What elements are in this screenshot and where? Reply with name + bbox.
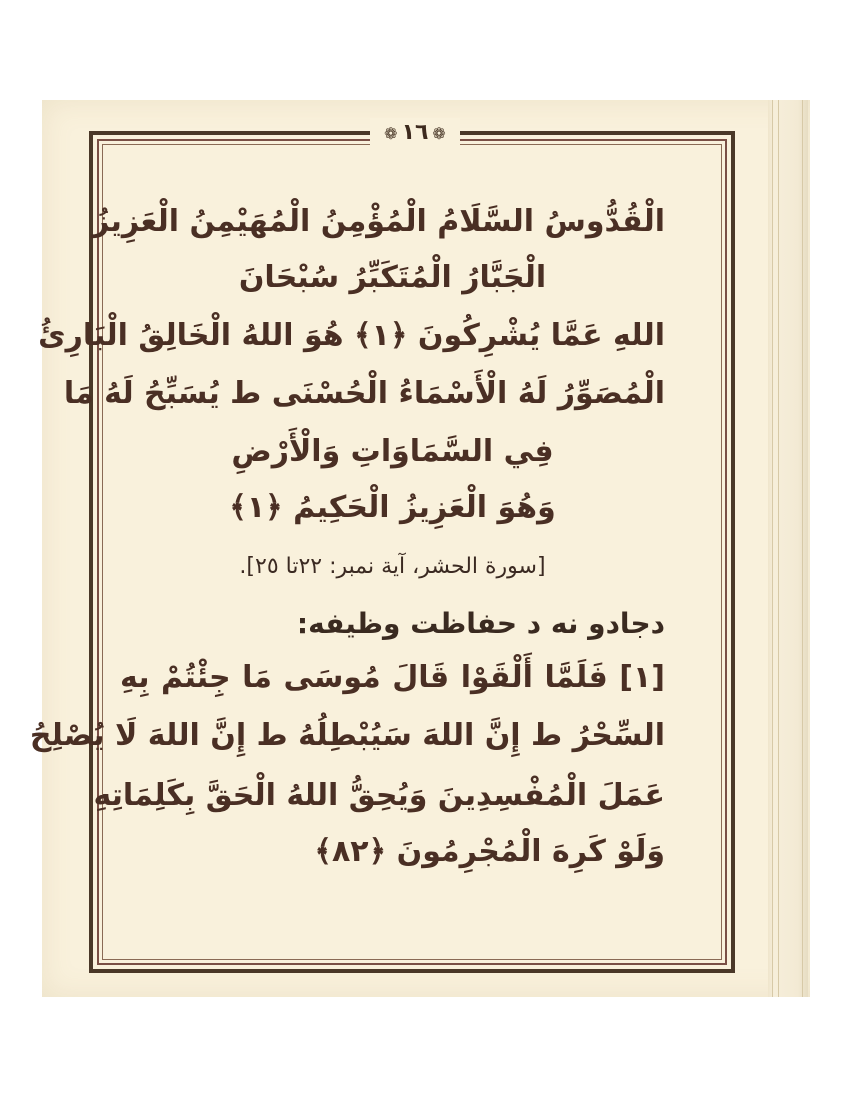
- verse-line: الْمُصَوِّرُ لَهُ الْأَسْمَاءُ الْحُسْنَى ط يُسَبِّحُ لَهُ مَا: [63, 376, 665, 411]
- ornament-icon: ❁: [384, 124, 398, 143]
- verse-line: عَمَلَ الْمُفْسِدِينَ وَيُحِقُّ اللهُ الْحَقَّ بِكَلِمَاتِهِ: [93, 778, 665, 813]
- page-edge: [768, 100, 808, 997]
- page-number-text: ١٦: [401, 120, 429, 145]
- surah-reference: [سورة الحشر، آية نمبر: ٢٢تا ٢٥].: [239, 554, 546, 579]
- verse-line: فِي السَّمَاوَاتِ وَالْأَرْضِ: [231, 434, 554, 469]
- verse-line: وَهُوَ الْعَزِيزُ الْحَكِيمُ ﴿١﴾: [229, 490, 556, 525]
- ornament-icon: ❁: [432, 124, 446, 143]
- verse-line: وَلَوْ كَرِهَ الْمُجْرِمُونَ ﴿٨٢﴾: [314, 834, 665, 869]
- page-number: [370, 118, 460, 148]
- verse-line: [١] فَلَمَّا أَلْقَوْا قَالَ مُوسَى مَا جِئْتُمْ بِهِ: [120, 660, 665, 695]
- verse-line: اللهِ عَمَّا يُشْرِكُونَ ﴿١﴾ هُوَ اللهُ الْخَالِقُ الْبَارِئُ: [38, 318, 665, 353]
- verse-line: السِّحْرُ ط إِنَّ اللهَ سَيُبْطِلُهُ ط إِنَّ اللهَ لَا يُصْلِحُ: [29, 718, 665, 753]
- verse-line: الْجَبَّارُ الْمُتَكَبِّرُ سُبْحَانَ: [238, 260, 547, 295]
- section-heading: دجادو نه د حفاظت وظيفه:: [296, 607, 665, 640]
- verse-line: الْقُدُّوسُ السَّلَامُ الْمُؤْمِنُ الْمُهَيْمِنُ الْعَزِيزُ: [91, 204, 665, 239]
